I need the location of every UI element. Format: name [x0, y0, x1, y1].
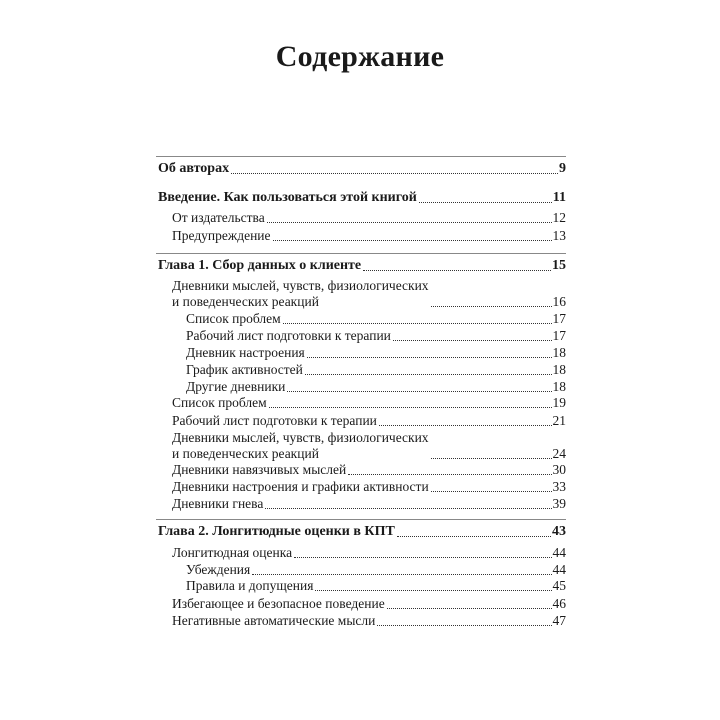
toc-entry-chapter-1[interactable]	[158, 257, 566, 274]
toc-entry-authors[interactable]	[158, 160, 566, 177]
page-title: Содержание	[275, 40, 445, 73]
toc-entry-label: Рабочий лист подготовки к терапии	[186, 328, 391, 343]
toc-entry-longitudinal[interactable]	[172, 544, 566, 561]
toc-entry-label-line1: Дневники мыслей, чувств, физиологических	[172, 278, 429, 293]
toc-entry-page: 24	[552, 446, 566, 461]
toc-entry-label: Глава 1. Сбор данных о клиенте	[158, 258, 362, 273]
toc-entry-publisher[interactable]	[172, 209, 566, 226]
toc-entry-page: 15	[552, 258, 566, 273]
toc-entry-page: 21	[552, 413, 566, 428]
toc-entry-label: и поведенческих реакций	[172, 446, 319, 461]
leader-dots	[431, 490, 552, 492]
toc-entry-obsessive-thoughts[interactable]	[172, 461, 566, 478]
toc-entry-page: 17	[552, 311, 566, 326]
toc-entry-warning[interactable]	[172, 227, 566, 244]
leader-dots	[387, 607, 552, 609]
leader-dots	[348, 473, 551, 475]
toc-entry-therapy-prep-2[interactable]	[172, 412, 566, 429]
toc-entry-label: Убеждения	[186, 562, 251, 577]
toc-entry-page: 18	[552, 345, 566, 360]
toc-entry-chapter-2[interactable]	[158, 523, 566, 540]
toc-entry-label-block	[172, 278, 429, 310]
toc-entry-label: Рабочий лист подготовки к терапии	[172, 413, 377, 428]
toc-entry-page: 39	[552, 496, 566, 511]
toc-entry-page: 19	[552, 395, 566, 410]
toc-entry-problem-list[interactable]	[186, 310, 566, 327]
toc-entry-page: 43	[552, 524, 566, 539]
toc-entry-page: 45	[552, 578, 566, 593]
toc-entry-label: От издательства	[172, 210, 265, 225]
leader-dots	[269, 406, 552, 408]
toc-entry-page: 47	[552, 613, 566, 628]
leader-dots	[431, 305, 552, 307]
divider	[156, 156, 566, 157]
toc-entry-page: 12	[552, 210, 566, 225]
toc-entry-label: Предупреждение	[172, 228, 271, 243]
leader-dots	[305, 373, 552, 375]
toc-entry-label: Глава 2. Лонгитюдные оценки в КПТ	[158, 524, 395, 539]
toc-entry-label: Дневники гнева	[172, 496, 264, 511]
toc-entry-avoidance[interactable]	[172, 595, 566, 612]
toc-entry-activity-schedule[interactable]	[186, 361, 566, 378]
leader-dots	[287, 390, 551, 392]
toc-entry-label: Список проблем	[172, 395, 267, 410]
leader-dots	[283, 322, 552, 324]
toc-entry-automatic-thoughts[interactable]	[172, 612, 566, 629]
leader-dots	[267, 221, 552, 223]
toc-entry-label: Негативные автоматические мысли	[172, 613, 376, 628]
toc-entry-page: 44	[552, 545, 566, 560]
toc-entry-label-line1: Дневники мыслей, чувств, физиологических	[172, 430, 429, 445]
leader-dots	[252, 573, 551, 575]
leader-dots	[397, 535, 551, 537]
toc-entry-therapy-prep[interactable]	[186, 327, 566, 344]
toc-entry-label: Об авторах	[158, 161, 230, 176]
leader-dots	[294, 556, 551, 558]
toc-entry-mood-activity[interactable]	[172, 478, 566, 495]
toc-entry-label-block	[172, 430, 429, 462]
toc-entry-label: Избегающее и безопасное поведение	[172, 596, 385, 611]
toc-entry-label: Лонгитюдная оценка	[172, 545, 293, 560]
toc-entry-other-diaries[interactable]	[186, 378, 566, 395]
leader-dots	[377, 624, 551, 626]
toc-entry-introduction[interactable]	[158, 189, 566, 206]
toc-entry-anger-diaries[interactable]	[172, 495, 566, 512]
toc-entry-label: Дневник настроения	[186, 345, 305, 360]
toc-entry-page: 18	[552, 379, 566, 394]
toc-entry-page: 16	[552, 294, 566, 309]
toc-entry-thought-diaries[interactable]	[172, 277, 566, 310]
toc-entry-label: и поведенческих реакций	[172, 294, 319, 309]
toc-entry-page: 18	[552, 362, 566, 377]
toc-entry-rules[interactable]	[186, 577, 566, 594]
toc-entry-page: 46	[552, 596, 566, 611]
toc-entry-label: Список проблем	[186, 311, 281, 326]
leader-dots	[363, 269, 551, 271]
toc-entry-page: 9	[559, 161, 566, 176]
toc-entry-page: 17	[552, 328, 566, 343]
toc-entry-label: Введение. Как пользоваться этой книгой	[158, 190, 417, 205]
toc-entry-label: Дневники навязчивых мыслей	[172, 462, 347, 477]
leader-dots	[431, 457, 552, 459]
toc-entry-page: 11	[552, 190, 566, 205]
divider	[156, 253, 566, 254]
leader-dots	[379, 424, 552, 426]
toc-entry-label: Дневники настроения и графики активности	[172, 479, 429, 494]
toc-entry-label: Правила и допущения	[186, 578, 314, 593]
toc-entry-page: 13	[552, 228, 566, 243]
leader-dots	[231, 172, 558, 174]
toc-entry-page: 33	[552, 479, 566, 494]
leader-dots	[419, 201, 552, 203]
toc-entry-thought-diaries-2[interactable]	[172, 429, 566, 462]
toc-entry-beliefs[interactable]	[186, 561, 566, 578]
toc-entry-page: 30	[552, 462, 566, 477]
toc-entry-label: Другие дневники	[186, 379, 286, 394]
toc-entry-label: График активностей	[186, 362, 303, 377]
toc-entry-problem-list-2[interactable]	[172, 394, 566, 411]
divider	[156, 519, 566, 520]
leader-dots	[273, 239, 552, 241]
leader-dots	[265, 507, 551, 509]
leader-dots	[315, 589, 551, 591]
toc-entry-mood-diary[interactable]	[186, 344, 566, 361]
toc-entry-page: 44	[552, 562, 566, 577]
leader-dots	[393, 339, 552, 341]
leader-dots	[307, 356, 552, 358]
